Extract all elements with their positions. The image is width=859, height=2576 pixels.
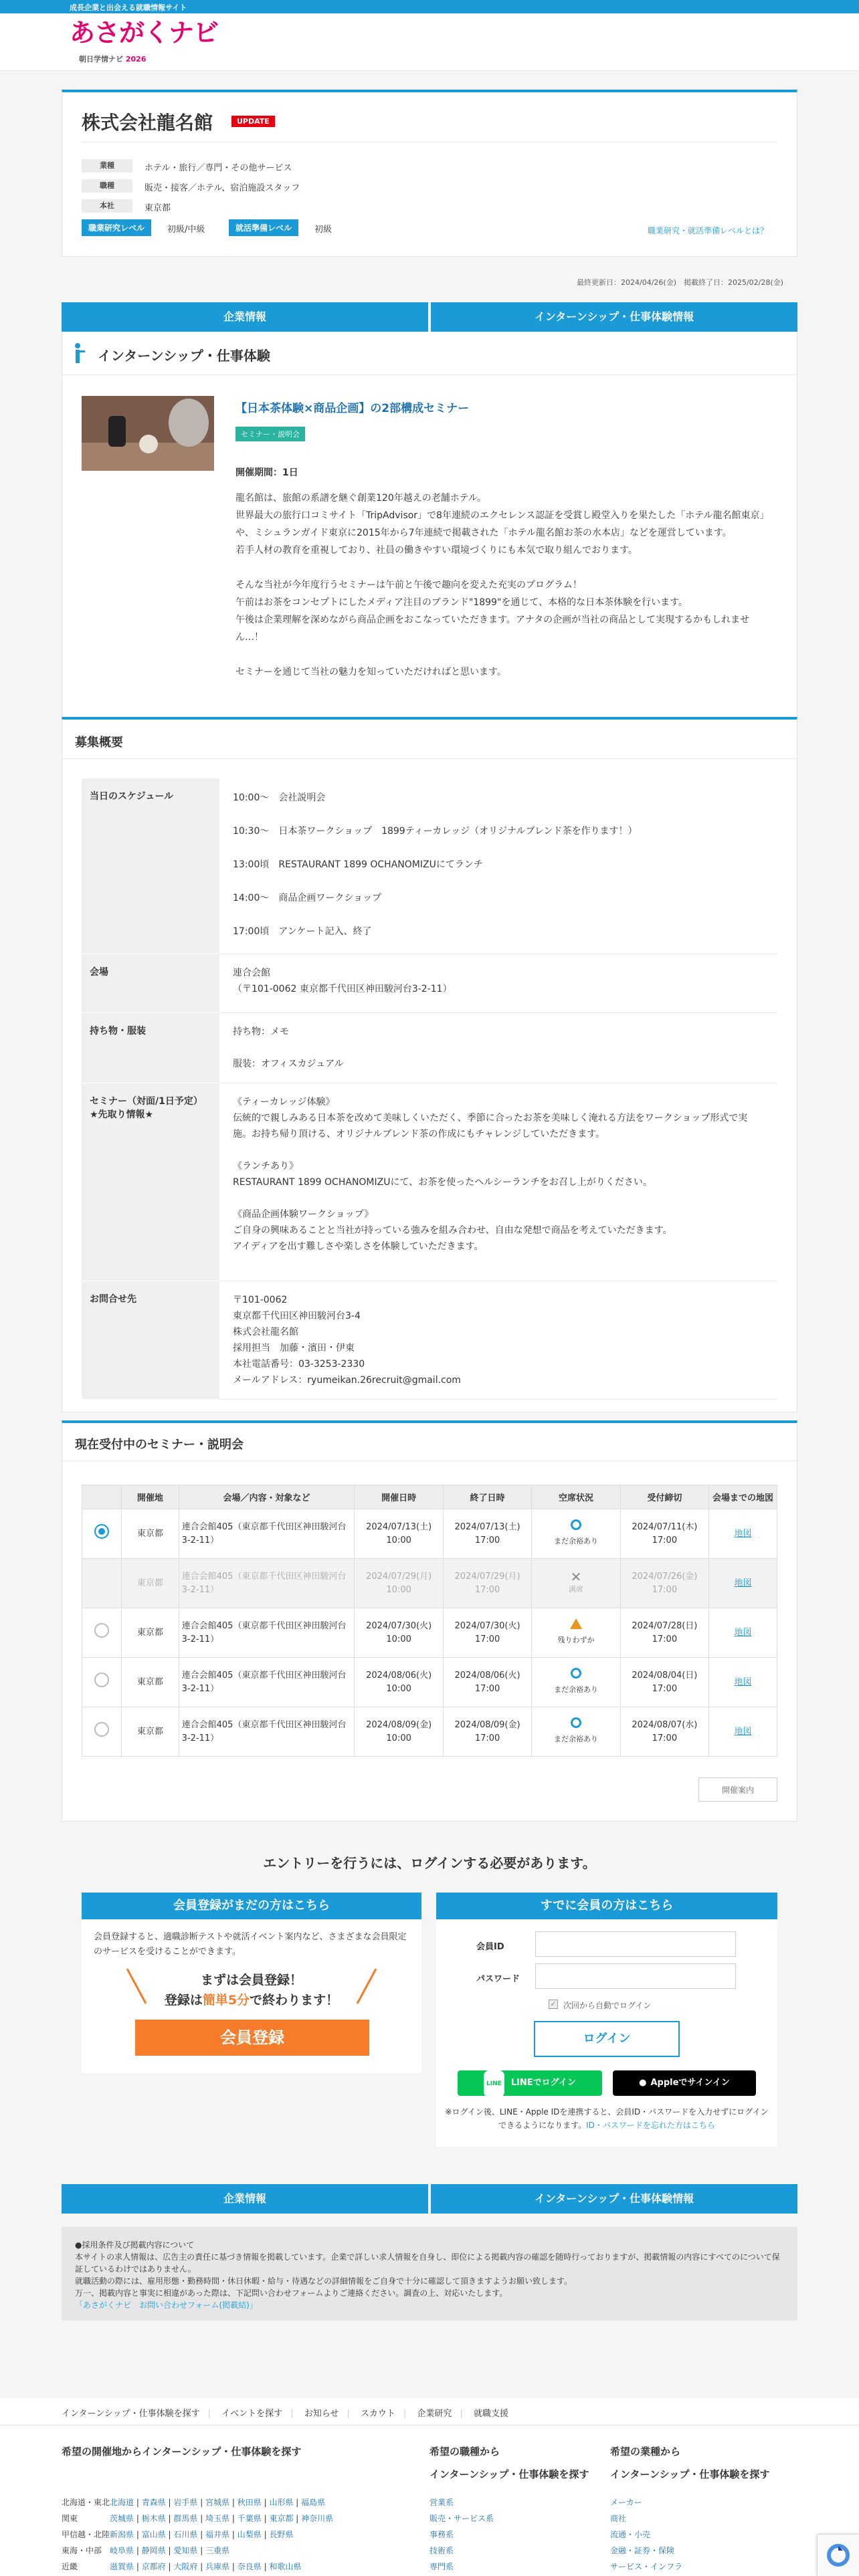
region-name: 北海道・東北	[62, 2498, 110, 2507]
map-link[interactable]: 地図	[734, 1578, 752, 1588]
contact-label: お問合せ先	[82, 1281, 219, 1399]
notice-box	[62, 2227, 797, 2321]
status-text: まだ余裕あり	[553, 1537, 598, 1545]
row-start	[355, 1707, 443, 1757]
footer-region-list	[62, 2494, 356, 2575]
line-icon: LINE	[484, 2070, 504, 2097]
pref-link[interactable]: 秋田県	[237, 2498, 262, 2507]
table-row	[82, 1559, 777, 1608]
deadline-time: 17:00	[652, 1584, 678, 1595]
seminar-description	[235, 490, 777, 681]
contact-line: 東京都千代田区神田駿河台3-4	[233, 1310, 361, 1321]
jobtype-link[interactable]: 販売・サービス系	[430, 2514, 494, 2523]
row-start	[355, 1509, 443, 1559]
table-row[interactable]	[82, 1608, 777, 1658]
auto-login-label[interactable]: 次回から自動でログイン	[563, 2001, 652, 2010]
line-login-label: LINEでログイン	[510, 2078, 576, 2088]
desc-line: 龍名館は、旅館の系譜を継ぐ創業120年越えの老舗ホテル。	[235, 493, 486, 504]
footer-nav-internship[interactable]: インターンシップ・仕事体験を探す	[62, 2409, 200, 2419]
notice-line: 本サイトの求人情報は、広告主の責任に基づき情報を掲載しています。企業で詳しい求人情報を自身し、即位による掲載内容の確認を随時行っておりますが、掲載情報の内容にすべてのについて保証しているわけではありません。	[75, 2252, 780, 2274]
venue-line: 連合会館	[233, 967, 270, 978]
row-end	[443, 1658, 531, 1707]
venue-label: 会場	[82, 954, 219, 1012]
schedule-item: 14:00〜 商品企画ワークショップ	[233, 893, 382, 903]
deadline-time: 17:00	[652, 1733, 678, 1743]
row-venue: 連合会館405（東京都千代田区神田駿河台3-2-11）	[179, 1658, 355, 1707]
row-start	[355, 1658, 443, 1707]
contact-line: 〒101-0062	[233, 1294, 288, 1305]
inquiry-link[interactable]: 「あさがくナビ お問い合わせフォーム(掲載結)」	[75, 2300, 258, 2310]
extra-label	[82, 1083, 219, 1281]
hq-label: 本社	[82, 199, 132, 213]
table-row[interactable]	[82, 1707, 777, 1757]
footer-nav-research[interactable]: 企業研究	[417, 2409, 452, 2419]
end-time: 17:00	[474, 1733, 500, 1743]
footer-col3-title	[610, 2444, 769, 2482]
register-button[interactable]: 会員登録	[135, 2020, 369, 2056]
desc-line: セミナーを通じて当社の魅力を知っていただければと思います。	[235, 667, 506, 677]
seminar-title[interactable]: 【日本茶体験×商品企画】の2部構成セミナー	[235, 402, 470, 415]
member-id-input[interactable]	[535, 1931, 736, 1957]
recruit-title: 募集概要	[75, 736, 123, 750]
footer-jobtype-list	[430, 2494, 494, 2575]
row-deadline	[620, 1608, 708, 1658]
footer-nav-news[interactable]: お知らせ	[304, 2409, 339, 2419]
prep-level-value: 初級	[314, 225, 332, 235]
seminar-table	[82, 1485, 777, 1757]
desc-line: 世界最大の旅行口コミサイト「TripAdvisor」で8年連続のエクセレンス認証を受賞し殿堂入りを果たした「ホテル龍名館東京」や、ミシュランガイド東京に2015年から7年連続で掲載された「ホテル龍名館お茶の水本店」などを運営しています。	[235, 510, 769, 538]
pref-link[interactable]: 奈良県	[237, 2562, 262, 2571]
logo-subtitle	[79, 53, 146, 64]
jobtype-link[interactable]: 事務系	[430, 2530, 454, 2539]
items-value	[219, 1012, 777, 1083]
promo-line-2	[82, 1990, 421, 2008]
extra-line: ご自身の興味あることと当社が持っている強みを組み合わせ、自由な発想で商品を考えていただきます。	[233, 1224, 672, 1236]
map-link[interactable]: 地図	[734, 1726, 752, 1737]
pref-link[interactable]: 栃木県	[141, 2514, 166, 2523]
pref-link[interactable]: 岩手県	[173, 2498, 198, 2507]
pw-label: パスワード	[476, 1974, 520, 1984]
items-line: 持ち物：メモ	[233, 1026, 289, 1037]
footer-nav: インターンシップ・仕事体験を探す | イベントを探す | お知らせ | スカウト | 企業研究 | 就職支援	[62, 2409, 508, 2419]
row-end	[443, 1608, 531, 1658]
extra-line: 伝統的で親しみある日本茶を改めて美味しくいただく、季節に合ったお茶を美味しく淹れる方法をワークショップ形式で実施。お持ち帰り頂ける、オリジナルブレンド茶の作成にもチャレンジしていただきます。	[233, 1112, 748, 1140]
pref-link[interactable]: 福島県	[301, 2498, 326, 2507]
table-row[interactable]	[82, 1658, 777, 1707]
footer-industry-list	[610, 2494, 682, 2575]
deadline-date: 2024/07/11(木)	[632, 1521, 698, 1532]
deadline-date: 2024/07/26(金)	[632, 1571, 698, 1582]
pref-link[interactable]: 山形県	[269, 2498, 294, 2507]
forgot-link[interactable]: ID・パスワードを忘れた方はこちら	[586, 2121, 715, 2130]
start-date: 2024/07/29(月)	[366, 1571, 432, 1582]
row-status	[532, 1559, 620, 1608]
pref-link[interactable]: 京都府	[141, 2562, 166, 2571]
promo-part-c: で終わります！	[250, 1993, 339, 2008]
col3-title-line2: インターンシップ・仕事体験を探す	[610, 2468, 770, 2480]
logo-sub-year: 2026	[125, 55, 147, 64]
region-row: 甲信越・北陸新潟県 | 富山県 | 石川県 | 福井県 | 山梨県 | 長野県	[62, 2527, 356, 2543]
col-start: 開催日時	[355, 1485, 443, 1509]
region-row: 関東 茨城県 | 栃木県 | 群馬県 | 埼玉県 | 千葉県 | 東京都 | 神奈川県	[62, 2510, 356, 2527]
desc-line: 午後は企業理解を深めながら商品企画をおこなっていただきます。アナタの企画が当社の商品として実現するかもしれません…！	[235, 615, 750, 643]
row-deadline	[620, 1509, 708, 1559]
promo-line-1: まずは会員登録！	[200, 1973, 302, 1988]
industry-link[interactable]: サービス・インフラ	[610, 2562, 683, 2571]
col2-title-line1: 希望の職種から	[430, 2446, 500, 2458]
seminar-radio[interactable]	[94, 1623, 109, 1638]
region-name: 関東	[62, 2514, 78, 2523]
apple-login-button[interactable]	[613, 2070, 756, 2096]
hq-value: 東京都	[145, 203, 171, 213]
col-select	[82, 1485, 122, 1509]
region-name: 東海・中部	[62, 2546, 102, 2555]
industry-link[interactable]: メーカー	[610, 2498, 642, 2507]
extra-line: 《ランチあり》	[233, 1160, 298, 1172]
seminar-radio-selected[interactable]	[94, 1524, 109, 1539]
pref-link[interactable]: 長野県	[269, 2530, 294, 2539]
guide-button[interactable]: 開催案内	[698, 1778, 777, 1802]
member-heading: すでに会員の方はこちら	[436, 1893, 777, 1919]
table-row[interactable]	[82, 1509, 777, 1559]
available-circle-icon	[571, 1668, 581, 1679]
status-text: まだ余裕あり	[553, 1685, 598, 1694]
extra-label-2: ★先取り情報★	[90, 1109, 154, 1120]
tab-internship-bottom[interactable]: インターンシップ・仕事体験情報	[431, 2184, 797, 2214]
desc-line: 若手人材の教育を重視しており、社員の働きやすい環境づくりにも本気で取り組んでおります。	[235, 545, 638, 556]
row-venue: 連合会館405（東京都千代田区神田駿河台3-2-11）	[179, 1608, 355, 1658]
contact-line: 本社電話番号：03-3253-2330	[233, 1358, 365, 1370]
seminar-photo	[82, 396, 214, 471]
col3-title-line1: 希望の業種から	[610, 2446, 681, 2458]
seminar-list-title: 現在受付中のセミナー・説明会	[75, 1438, 244, 1452]
pref-link[interactable]: 和歌山県	[269, 2562, 302, 2571]
jobtype-label: 職種	[82, 179, 132, 193]
desc-line: 午前はお茶をコンセプトにしたメディア注目のブランド"1899"を通じて、本格的な日本茶体験を行います。	[235, 597, 688, 608]
end-date: 2024/07/29(月)	[454, 1571, 520, 1582]
map-link[interactable]: 地図	[734, 1677, 752, 1687]
region-name: 甲信越・北陸	[62, 2530, 110, 2539]
login-note-text: ※ログイン後、LINE・Apple IDを連携すると、会員ID・パスワードを入力せずにログインできるようになります。	[445, 2107, 769, 2130]
extra-label-1: セミナー（対面/1日予定）	[90, 1095, 203, 1107]
items-label: 持ち物・服装	[82, 1012, 219, 1083]
pref-link[interactable]: 大阪府	[173, 2562, 198, 2571]
start-date: 2024/08/09(金)	[366, 1719, 432, 1730]
col-venue: 会場／内容・対象など	[179, 1485, 355, 1509]
industry-label: 業種	[82, 159, 132, 173]
pref-link[interactable]: 静岡県	[141, 2546, 166, 2555]
recaptcha-icon	[818, 2535, 859, 2576]
auto-login-checkbox[interactable]: ✓	[549, 2000, 558, 2009]
seminar-tag: セミナー・説明会	[235, 427, 305, 441]
industry-link[interactable]: 商社	[610, 2514, 627, 2523]
seminar-period: 開催期間：1日	[235, 467, 298, 478]
recruit-table	[82, 778, 777, 1400]
footer-nav-support[interactable]: 就職支援	[473, 2409, 508, 2419]
row-venue: 連合会館405（東京都千代田区神田駿河台3-2-11）	[179, 1509, 355, 1559]
pref-link[interactable]: 神奈川県	[301, 2514, 334, 2523]
items-line: 服装：オフィスカジュアル	[233, 1058, 344, 1069]
row-deadline	[620, 1707, 708, 1757]
section-title: インターンシップ・仕事体験	[98, 348, 270, 364]
start-date: 2024/07/13(土)	[366, 1521, 432, 1532]
row-pref: 東京都	[122, 1509, 179, 1559]
available-circle-icon	[571, 1717, 581, 1728]
jobtype-link[interactable]: 営業系	[430, 2498, 454, 2507]
col2-title-line2: インターンシップ・仕事体験を探す	[430, 2468, 589, 2480]
seminar-radio[interactable]	[94, 1722, 109, 1737]
start-date: 2024/07/30(火)	[366, 1620, 432, 1631]
contact-line: メールアドレス：ryumeikan.26recruit@gmail.com	[233, 1374, 461, 1386]
status-text: 満席	[568, 1584, 583, 1594]
industry-link[interactable]: 流通・小売	[610, 2530, 651, 2539]
few-left-triangle-icon	[570, 1618, 582, 1629]
password-input[interactable]	[535, 1963, 736, 1989]
jobtype-link[interactable]: 技術系	[430, 2546, 454, 2555]
desc-line: そんな当社が今年度行うセミナーは午前と午後で趣向を変えた充実のプログラム！	[235, 580, 582, 591]
end-time: 17:00	[474, 1683, 500, 1694]
update-badge: UPDATE	[231, 116, 275, 127]
end-date: 2024/07/13(土)	[454, 1521, 520, 1532]
end-date: 2024/08/06(火)	[454, 1670, 520, 1681]
available-circle-icon	[571, 1519, 581, 1530]
schedule-item: 17:00頃 アンケート記入、終了	[233, 926, 372, 937]
pref-link[interactable]: 石川県	[173, 2530, 198, 2539]
start-time: 10:00	[386, 1584, 411, 1595]
site-logo[interactable]: あさがくナビ	[70, 18, 219, 47]
contact-line: 株式会社龍名館	[233, 1326, 298, 1337]
jobtype-value: 販売・接客／ホテル、宿泊施設スタッフ	[145, 183, 300, 193]
row-venue: 連合会館405（東京都千代田区神田駿河台3-2-11）	[179, 1559, 355, 1608]
dates-text: 最終更新日：2024/04/26(金) 掲載終了日：2025/02/28(金)	[577, 278, 783, 287]
top-banner: 成長企業と出会える就職情報サイト	[0, 0, 859, 13]
extra-line: アイディアを出す難しさや楽しさを体験していただきます。	[233, 1241, 484, 1252]
venue-line: （〒101-0062 東京都千代田区神田駿河台3-2-11）	[233, 983, 452, 994]
pref-link[interactable]: 宮城県	[205, 2498, 230, 2507]
pref-link[interactable]: 福井県	[205, 2530, 230, 2539]
tab-company-info[interactable]: 企業情報	[62, 302, 428, 332]
start-time: 10:00	[386, 1535, 411, 1545]
schedule-label: 当日のスケジュール	[82, 778, 219, 954]
status-text: 残りわずか	[557, 1636, 595, 1644]
row-status	[532, 1608, 620, 1658]
recaptcha-badge[interactable]	[818, 2535, 859, 2576]
pref-link[interactable]: 茨城県	[110, 2514, 134, 2523]
start-time: 10:00	[386, 1683, 411, 1694]
start-date: 2024/08/06(火)	[366, 1670, 432, 1681]
level-help-link[interactable]: 職業研究・就活準備レベルとは？	[648, 226, 769, 235]
notice-line: ●採用条件及び掲載内容について	[75, 2240, 195, 2250]
row-status	[532, 1707, 620, 1757]
region-row: 東海・中部 岐阜県 | 静岡県 | 愛知県 | 三重県	[62, 2543, 356, 2559]
row-pref: 東京都	[122, 1608, 179, 1658]
row-deadline	[620, 1658, 708, 1707]
logo-sub-prefix: 朝日学情ナビ	[79, 55, 123, 64]
pref-link[interactable]: 岐阜県	[110, 2546, 134, 2555]
extra-line: 《ティーカレッジ体験》	[233, 1096, 335, 1107]
end-date: 2024/08/09(金)	[454, 1719, 520, 1730]
region-row: 北海道・東北北海道 | 青森県 | 岩手県 | 宮城県 | 秋田県 | 山形県 | 福島県	[62, 2494, 356, 2510]
end-time: 17:00	[474, 1634, 500, 1644]
row-end	[443, 1509, 531, 1559]
pref-link[interactable]: 富山県	[141, 2530, 166, 2539]
id-label: 会員ID	[476, 1942, 504, 1952]
status-text: まだ余裕あり	[553, 1735, 598, 1743]
col-end: 終了日時	[443, 1485, 531, 1509]
tab-company-info-bottom[interactable]: 企業情報	[62, 2184, 428, 2214]
notice-line: 就職活動の際には、雇用形態・勤務時間・休日休暇・給与・待遇などの詳細情報をご自身で十分に確認して頂きますようお願い致します。	[75, 2276, 573, 2286]
industry-link[interactable]: 金融・証券・保険	[610, 2546, 675, 2555]
footer-divider	[0, 2425, 859, 2426]
col-map: 会場までの地図	[709, 1485, 777, 1509]
login-note	[442, 2105, 772, 2132]
map-link[interactable]: 地図	[734, 1528, 752, 1539]
line-login-button[interactable]	[458, 2070, 602, 2096]
end-time: 17:00	[474, 1584, 500, 1595]
person-icon	[72, 342, 87, 365]
pref-link[interactable]: 兵庫県	[205, 2562, 230, 2571]
login-button[interactable]: ログイン	[534, 2021, 680, 2057]
pref-link[interactable]: 群馬県	[173, 2514, 198, 2523]
schedule-value	[219, 778, 777, 954]
section-divider	[62, 374, 797, 375]
row-end	[443, 1559, 531, 1608]
deadline-date: 2024/08/04(日)	[632, 1670, 698, 1681]
extra-line: 《商品企画体験ワークショップ》	[233, 1208, 374, 1220]
row-end	[443, 1707, 531, 1757]
pref-link[interactable]: 北海道	[110, 2498, 134, 2507]
schedule-item: 10:00〜 会社説明会	[233, 792, 326, 803]
row-deadline	[620, 1559, 708, 1608]
apple-icon: ●	[639, 2078, 647, 2088]
login-heading: エントリーを行うには、ログインする必要があります。	[263, 1855, 596, 1871]
recruit-divider	[62, 758, 797, 759]
pref-link[interactable]: 山梨県	[237, 2530, 262, 2539]
deadline-time: 17:00	[652, 1683, 678, 1694]
region-name: 近畿	[62, 2562, 78, 2571]
deadline-date: 2024/08/07(水)	[632, 1719, 698, 1730]
row-pref: 東京都	[122, 1658, 179, 1707]
schedule-item: 10:30〜 日本茶ワークショップ 1899ティーカレッジ（オリジナルブレンド茶を作ります！）	[233, 826, 638, 837]
col-pref: 開催地	[122, 1485, 179, 1509]
footer-col1-title: 希望の開催地からインターンシップ・仕事体験を探す	[62, 2446, 302, 2458]
region-row: 近畿 滋賀県 | 京都府 | 大阪府 | 兵庫県 | 奈良県 | 和歌山県	[62, 2559, 356, 2575]
row-status	[532, 1509, 620, 1559]
promo-part-b: 簡単5分	[202, 1993, 250, 2008]
col-deadline: 受付締切	[620, 1485, 708, 1509]
row-pref: 東京都	[122, 1559, 179, 1608]
pref-link[interactable]: 青森県	[141, 2498, 166, 2507]
row-venue: 連合会館405（東京都千代田区神田駿河台3-2-11）	[179, 1707, 355, 1757]
pref-link[interactable]: 東京都	[269, 2514, 294, 2523]
industry-value: ホテル・旅行／専門・その他サービス	[145, 163, 292, 173]
pref-link[interactable]: 埼玉県	[205, 2514, 230, 2523]
schedule-item: 13:00頃 RESTAURANT 1899 OCHANOMIZUにてランチ	[233, 859, 483, 870]
deadline-time: 17:00	[652, 1535, 678, 1545]
footer-nav-event[interactable]: イベントを探す	[221, 2409, 283, 2419]
jobtype-link[interactable]: 専門系	[430, 2562, 454, 2571]
deadline-time: 17:00	[652, 1634, 678, 1644]
full-cross-icon: ✕	[570, 1568, 582, 1585]
pref-link[interactable]: 千葉県	[237, 2514, 262, 2523]
footer-nav-scout[interactable]: スカウト	[360, 2409, 395, 2419]
research-level-value: 初級/中級	[167, 225, 205, 235]
footer-col2-title	[430, 2444, 589, 2482]
pref-link[interactable]: 三重県	[205, 2546, 230, 2555]
apple-login-label: Appleでサインイン	[650, 2078, 730, 2088]
row-pref: 東京都	[122, 1707, 179, 1757]
new-member-heading: 会員登録がまだの方はこちら	[82, 1893, 421, 1919]
prep-level-label: 就活準備レベル	[229, 219, 298, 236]
pref-link[interactable]: 愛知県	[173, 2546, 198, 2555]
map-link[interactable]: 地図	[734, 1627, 752, 1638]
table-header-row	[82, 1485, 777, 1509]
row-start	[355, 1608, 443, 1658]
company-name: 株式会社龍名館	[82, 112, 213, 134]
extra-line: RESTAURANT 1899 OCHANOMIZUにて、お茶を使ったヘルシーランチをお召し上がりください。	[233, 1176, 652, 1188]
row-status	[532, 1658, 620, 1707]
pref-link[interactable]: 滋賀県	[110, 2562, 134, 2571]
end-time: 17:00	[474, 1535, 500, 1545]
tab-internship[interactable]: インターンシップ・仕事体験情報	[431, 302, 797, 332]
contact-line: 採用担当 加藤・濱田・伊東	[233, 1342, 355, 1354]
notice-line: 万一、掲載内容と事実に相違があった際は、下記問い合わせフォームよりご連絡ください。調査の上、対応いたします。	[75, 2288, 508, 2298]
pref-link[interactable]: 新潟県	[110, 2530, 134, 2539]
promo-part-a: 登録は	[164, 1993, 203, 2008]
venue-value	[219, 954, 777, 1012]
seminar-radio[interactable]	[94, 1673, 109, 1687]
extra-value	[219, 1083, 777, 1281]
col-status: 空席状況	[532, 1485, 620, 1509]
start-time: 10:00	[386, 1733, 411, 1743]
end-date: 2024/07/30(火)	[454, 1620, 520, 1631]
research-level-label: 職業研究レベル	[82, 219, 151, 236]
deadline-date: 2024/07/28(日)	[632, 1620, 698, 1631]
row-start	[355, 1559, 443, 1608]
new-member-desc: 会員登録すると、適職診断テストや就活イベント案内など、さまざまな会員限定のサービスを受けることができます。	[94, 1932, 407, 1957]
start-time: 10:00	[386, 1634, 411, 1644]
contact-value	[219, 1281, 777, 1399]
